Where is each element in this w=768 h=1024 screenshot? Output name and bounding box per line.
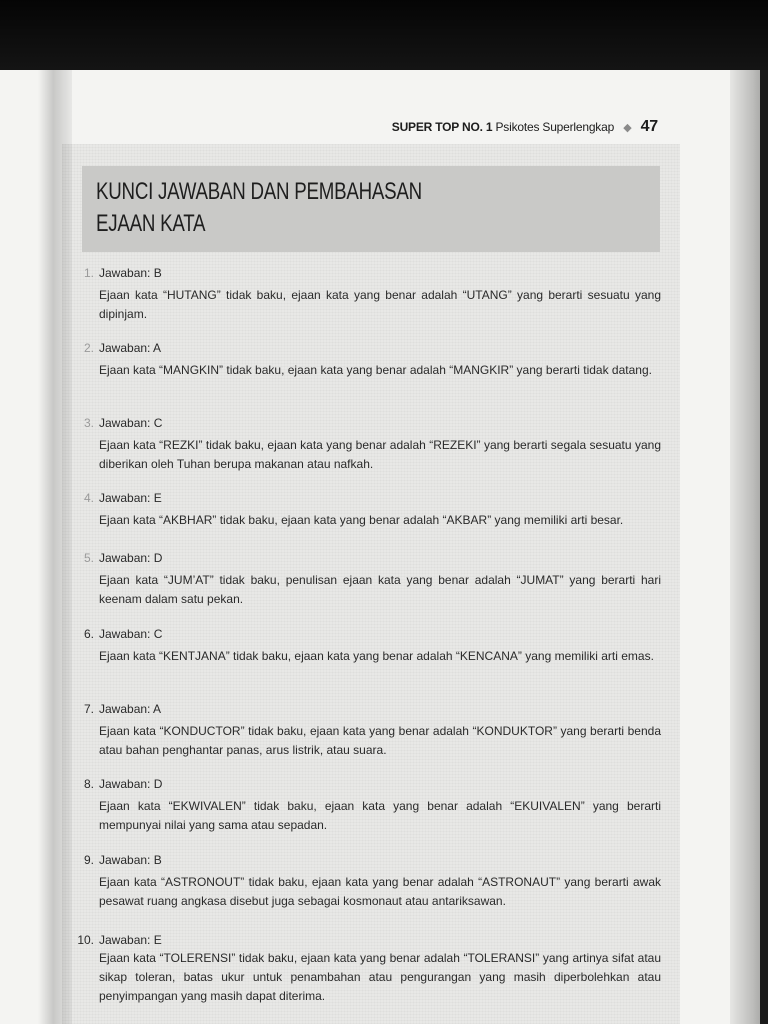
item-explanation: Ejaan kata “ASTRONOUT” tidak baku, ejaan kata yang benar adalah “ASTRONAUT” yang berarti awak pesawat ruang angkasa disebut juga sebagai kosmonaut atau antariksawan. (99, 875, 661, 908)
diamond-icon: ◆ (623, 122, 632, 134)
item-number: 5. (83, 551, 94, 565)
section-title-line-1: KUNCI JAWABAN DAN PEMBAHASAN (96, 178, 422, 205)
item-explanation: Ejaan kata “EKWIVALEN” tidak baku, ejaan kata yang benar adalah “EKUIVALEN” yang berarti mempunyai nilai yang sama atau sepadan. (99, 799, 661, 832)
page-number: 47 (640, 118, 658, 135)
item-number: 9. (83, 853, 94, 867)
book-spine-shadow (38, 70, 72, 1024)
item-explanation: Ejaan kata “REZKI” tidak baku, ejaan kata yang benar adalah “REZEKI” yang berarti segala sesuatu yang diberikan oleh Tuhan berupa makanan atau nafkah. (99, 438, 661, 471)
item-explanation: Ejaan kata “TOLERENSI” tidak baku, ejaan kata yang benar adalah “TOLERANSI” yang artinya sifat atau sikap toleran, batas ukur untuk penambahan atau pengurangan yang masih diperbolehkan atau penyimpangan yang masih dapat diterima. (99, 951, 661, 1003)
item-explanation: Ejaan kata “JUM’AT” tidak baku, penulisan ejaan kata yang benar adalah “JUMAT” yang berarti hari keenam dalam satu pekan. (99, 573, 661, 606)
item-explanation: Ejaan kata “HUTANG” tidak baku, ejaan kata yang benar adalah “UTANG” yang berarti sesuatu yang dipinjam. (99, 288, 661, 321)
item-answer: Jawaban: B (99, 853, 162, 867)
scan-right-border (760, 70, 768, 1024)
running-header (392, 118, 658, 136)
item-explanation: Ejaan kata “KONDUCTOR” tidak baku, ejaan kata yang benar adalah “KONDUKTOR” yang berarti benda atau bahan penghantar panas, arus listrik, atau suara. (99, 724, 661, 757)
section-title-line-2: EJAAN KATA (96, 210, 206, 237)
item-answer: Jawaban: A (99, 702, 162, 716)
scan-top-shadow (0, 0, 768, 74)
item-answer: Jawaban: C (99, 416, 163, 430)
item-number: 6. (83, 627, 94, 641)
item-answer: Jawaban: A (99, 341, 162, 355)
item-explanation: Ejaan kata “AKBHAR” tidak baku, ejaan kata yang benar adalah “AKBAR” yang memiliki arti besar. (99, 513, 624, 527)
header-book-title: Psikotes Superlengkap (495, 120, 615, 134)
item-number: 2. (83, 341, 94, 355)
item-number: 4. (83, 491, 94, 505)
item-answer: Jawaban: D (99, 777, 163, 791)
item-number: 1. (83, 266, 94, 280)
item-number: 10. (77, 933, 94, 947)
item-answer: Jawaban: B (99, 266, 162, 280)
item-answer: Jawaban: D (99, 551, 163, 565)
item-answer: Jawaban: E (99, 933, 162, 947)
item-explanation: Ejaan kata “KENTJANA” tidak baku, ejaan kata yang benar adalah “KENCANA” yang memiliki arti emas. (99, 649, 654, 663)
item-number: 8. (83, 777, 94, 791)
item-explanation: Ejaan kata “MANGKIN” tidak baku, ejaan kata yang benar adalah “MANGKIR” yang berarti tidak datang. (99, 363, 652, 377)
item-number: 3. (83, 416, 94, 430)
item-answer: Jawaban: E (99, 491, 162, 505)
item-answer: Jawaban: C (99, 627, 163, 641)
header-brand: SUPER TOP NO. 1 (391, 120, 493, 134)
item-number: 7. (83, 702, 94, 716)
